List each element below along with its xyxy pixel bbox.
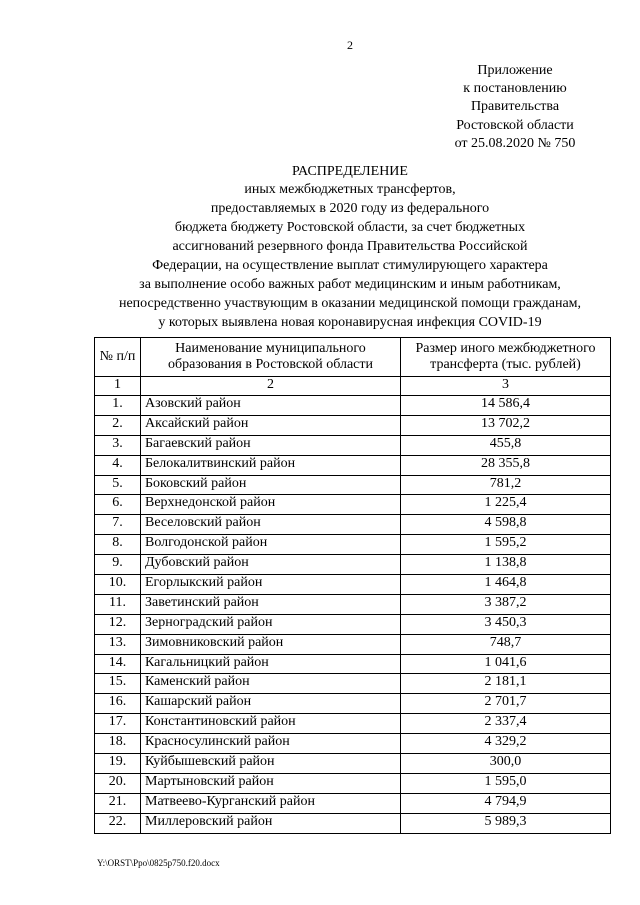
municipality-name: Матвеево-Курганский район [141,793,401,813]
footer-file-path: Y:\ORST\Ppo\0825p750.f20.docx [97,858,220,868]
table-header-row [95,338,611,377]
municipality-name: Аксайский район [141,415,401,435]
row-number: 7. [95,515,141,535]
row-number: 4. [95,455,141,475]
transfer-amount: 5 989,3 [401,813,611,833]
appendix-line: Приложение [477,63,553,78]
subtitle-line: ассигнований резервного фонда Правительства Российской [172,239,528,254]
municipality-name: Константиновский район [141,714,401,734]
row-number: 12. [95,614,141,634]
appendix-line: от 25.08.2020 № 750 [454,135,576,151]
column-number: 2 [141,377,401,396]
table-row [95,594,611,614]
appendix-line: Правительства [470,99,560,115]
transfer-amount: 1 464,8 [401,575,611,595]
row-number: 8. [95,535,141,555]
transfer-amount: 4 794,9 [401,793,611,813]
municipality-name: Боковский район [141,475,401,495]
subtitle-line: непосредственно участвующим в оказании медицинской помощи гражданам, [118,296,582,311]
municipality-name: Багаевский район [141,435,401,455]
table-row [95,654,611,674]
municipality-name: Кашарский район [141,694,401,714]
row-number: 5. [95,475,141,495]
row-number: 17. [95,714,141,734]
column-number: 1 [95,377,141,396]
row-number: 18. [95,734,141,754]
appendix-block [430,62,600,153]
row-number: 20. [95,773,141,793]
row-number: 22. [95,813,141,833]
transfer-amount: 455,8 [401,435,611,455]
transfer-amount: 14 586,4 [401,396,611,416]
municipality-name: Каменский район [141,674,401,694]
page-number: 2 [347,38,353,52]
table-row [95,674,611,694]
transfer-amount: 1 225,4 [401,495,611,515]
transfer-amount: 2 337,4 [401,714,611,734]
appendix-line: Ростовской области [456,117,574,133]
table-row [95,475,611,495]
municipality-name: Миллеровский район [141,813,401,833]
transfer-amount: 748,7 [401,634,611,654]
header-municipality: Наименование муниципального образования в Ростовской области [141,338,401,377]
table-row [95,614,611,634]
column-number-row [95,377,611,396]
municipality-name: Мартыновский район [141,773,401,793]
municipality-name: Зимовниковский район [141,634,401,654]
transfer-amount: 28 355,8 [401,455,611,475]
table-row [95,773,611,793]
table-row [95,754,611,774]
municipality-name: Кагальницкий район [141,654,401,674]
column-number: 3 [401,377,611,396]
document-title: РАСПРЕДЕЛЕНИЕ [292,164,408,179]
row-number: 15. [95,674,141,694]
row-number: 9. [95,555,141,575]
subtitle-line: Федерации, на осуществление выплат стимулирующего характера [152,258,548,273]
row-number: 19. [95,754,141,774]
municipality-name: Веселовский район [141,515,401,535]
table-row [95,714,611,734]
table-row [95,634,611,654]
row-number: 13. [95,634,141,654]
subtitle-line: за выполнение особо важных работ медицинским и иным работникам, [139,277,561,292]
table-row [95,694,611,714]
table-row [95,455,611,475]
table-row [95,415,611,435]
transfer-amount: 1 041,6 [401,654,611,674]
table-row [95,555,611,575]
municipality-name: Верхнедонской район [141,495,401,515]
transfers-table [94,337,611,834]
transfer-amount: 1 138,8 [401,555,611,575]
municipality-name: Куйбышевский район [141,754,401,774]
row-number: 14. [95,654,141,674]
transfer-amount: 1 595,0 [401,773,611,793]
transfer-amount: 3 387,2 [401,594,611,614]
row-number: 1. [95,396,141,416]
row-number: 6. [95,495,141,515]
subtitle-line: иных межбюджетных трансфертов, [244,182,456,197]
header-number: № п/п [95,338,141,377]
row-number: 21. [95,793,141,813]
transfer-amount: 781,2 [401,475,611,495]
row-number: 3. [95,435,141,455]
municipality-name: Красносулинский район [141,734,401,754]
table-row [95,535,611,555]
table-row [95,575,611,595]
table-row [95,495,611,515]
table-row [95,396,611,416]
municipality-name: Зерноградский район [141,614,401,634]
subtitle-line: бюджета бюджету Ростовской области, за счет бюджетных [174,220,526,235]
municipality-name: Белокалитвинский район [141,455,401,475]
transfer-amount: 4 329,2 [401,734,611,754]
transfer-amount: 300,0 [401,754,611,774]
municipality-name: Волгодонской район [141,535,401,555]
transfer-amount: 2 181,1 [401,674,611,694]
document-subtitle [0,180,640,332]
transfer-amount: 1 595,2 [401,535,611,555]
table-row [95,734,611,754]
row-number: 16. [95,694,141,714]
transfer-amount: 13 702,2 [401,415,611,435]
municipality-name: Заветинский район [141,594,401,614]
row-number: 2. [95,415,141,435]
municipality-name: Дубовский район [141,555,401,575]
table-row [95,435,611,455]
transfer-amount: 2 701,7 [401,694,611,714]
table-row [95,813,611,833]
transfer-amount: 3 450,3 [401,614,611,634]
municipality-name: Егорлыкский район [141,575,401,595]
table-row [95,515,611,535]
row-number: 10. [95,575,141,595]
subtitle-line: предоставляемых в 2020 году из федерального [210,201,490,216]
table-row [95,793,611,813]
row-number: 11. [95,594,141,614]
appendix-line: к постановлению [463,81,567,97]
municipality-name: Азовский район [141,396,401,416]
header-transfer-amount: Размер иного межбюджетного трансферта (тыс. рублей) [401,338,611,377]
subtitle-line: у которых выявлена новая коронавирусная инфекция COVID-19 [158,315,542,330]
transfer-amount: 4 598,8 [401,515,611,535]
